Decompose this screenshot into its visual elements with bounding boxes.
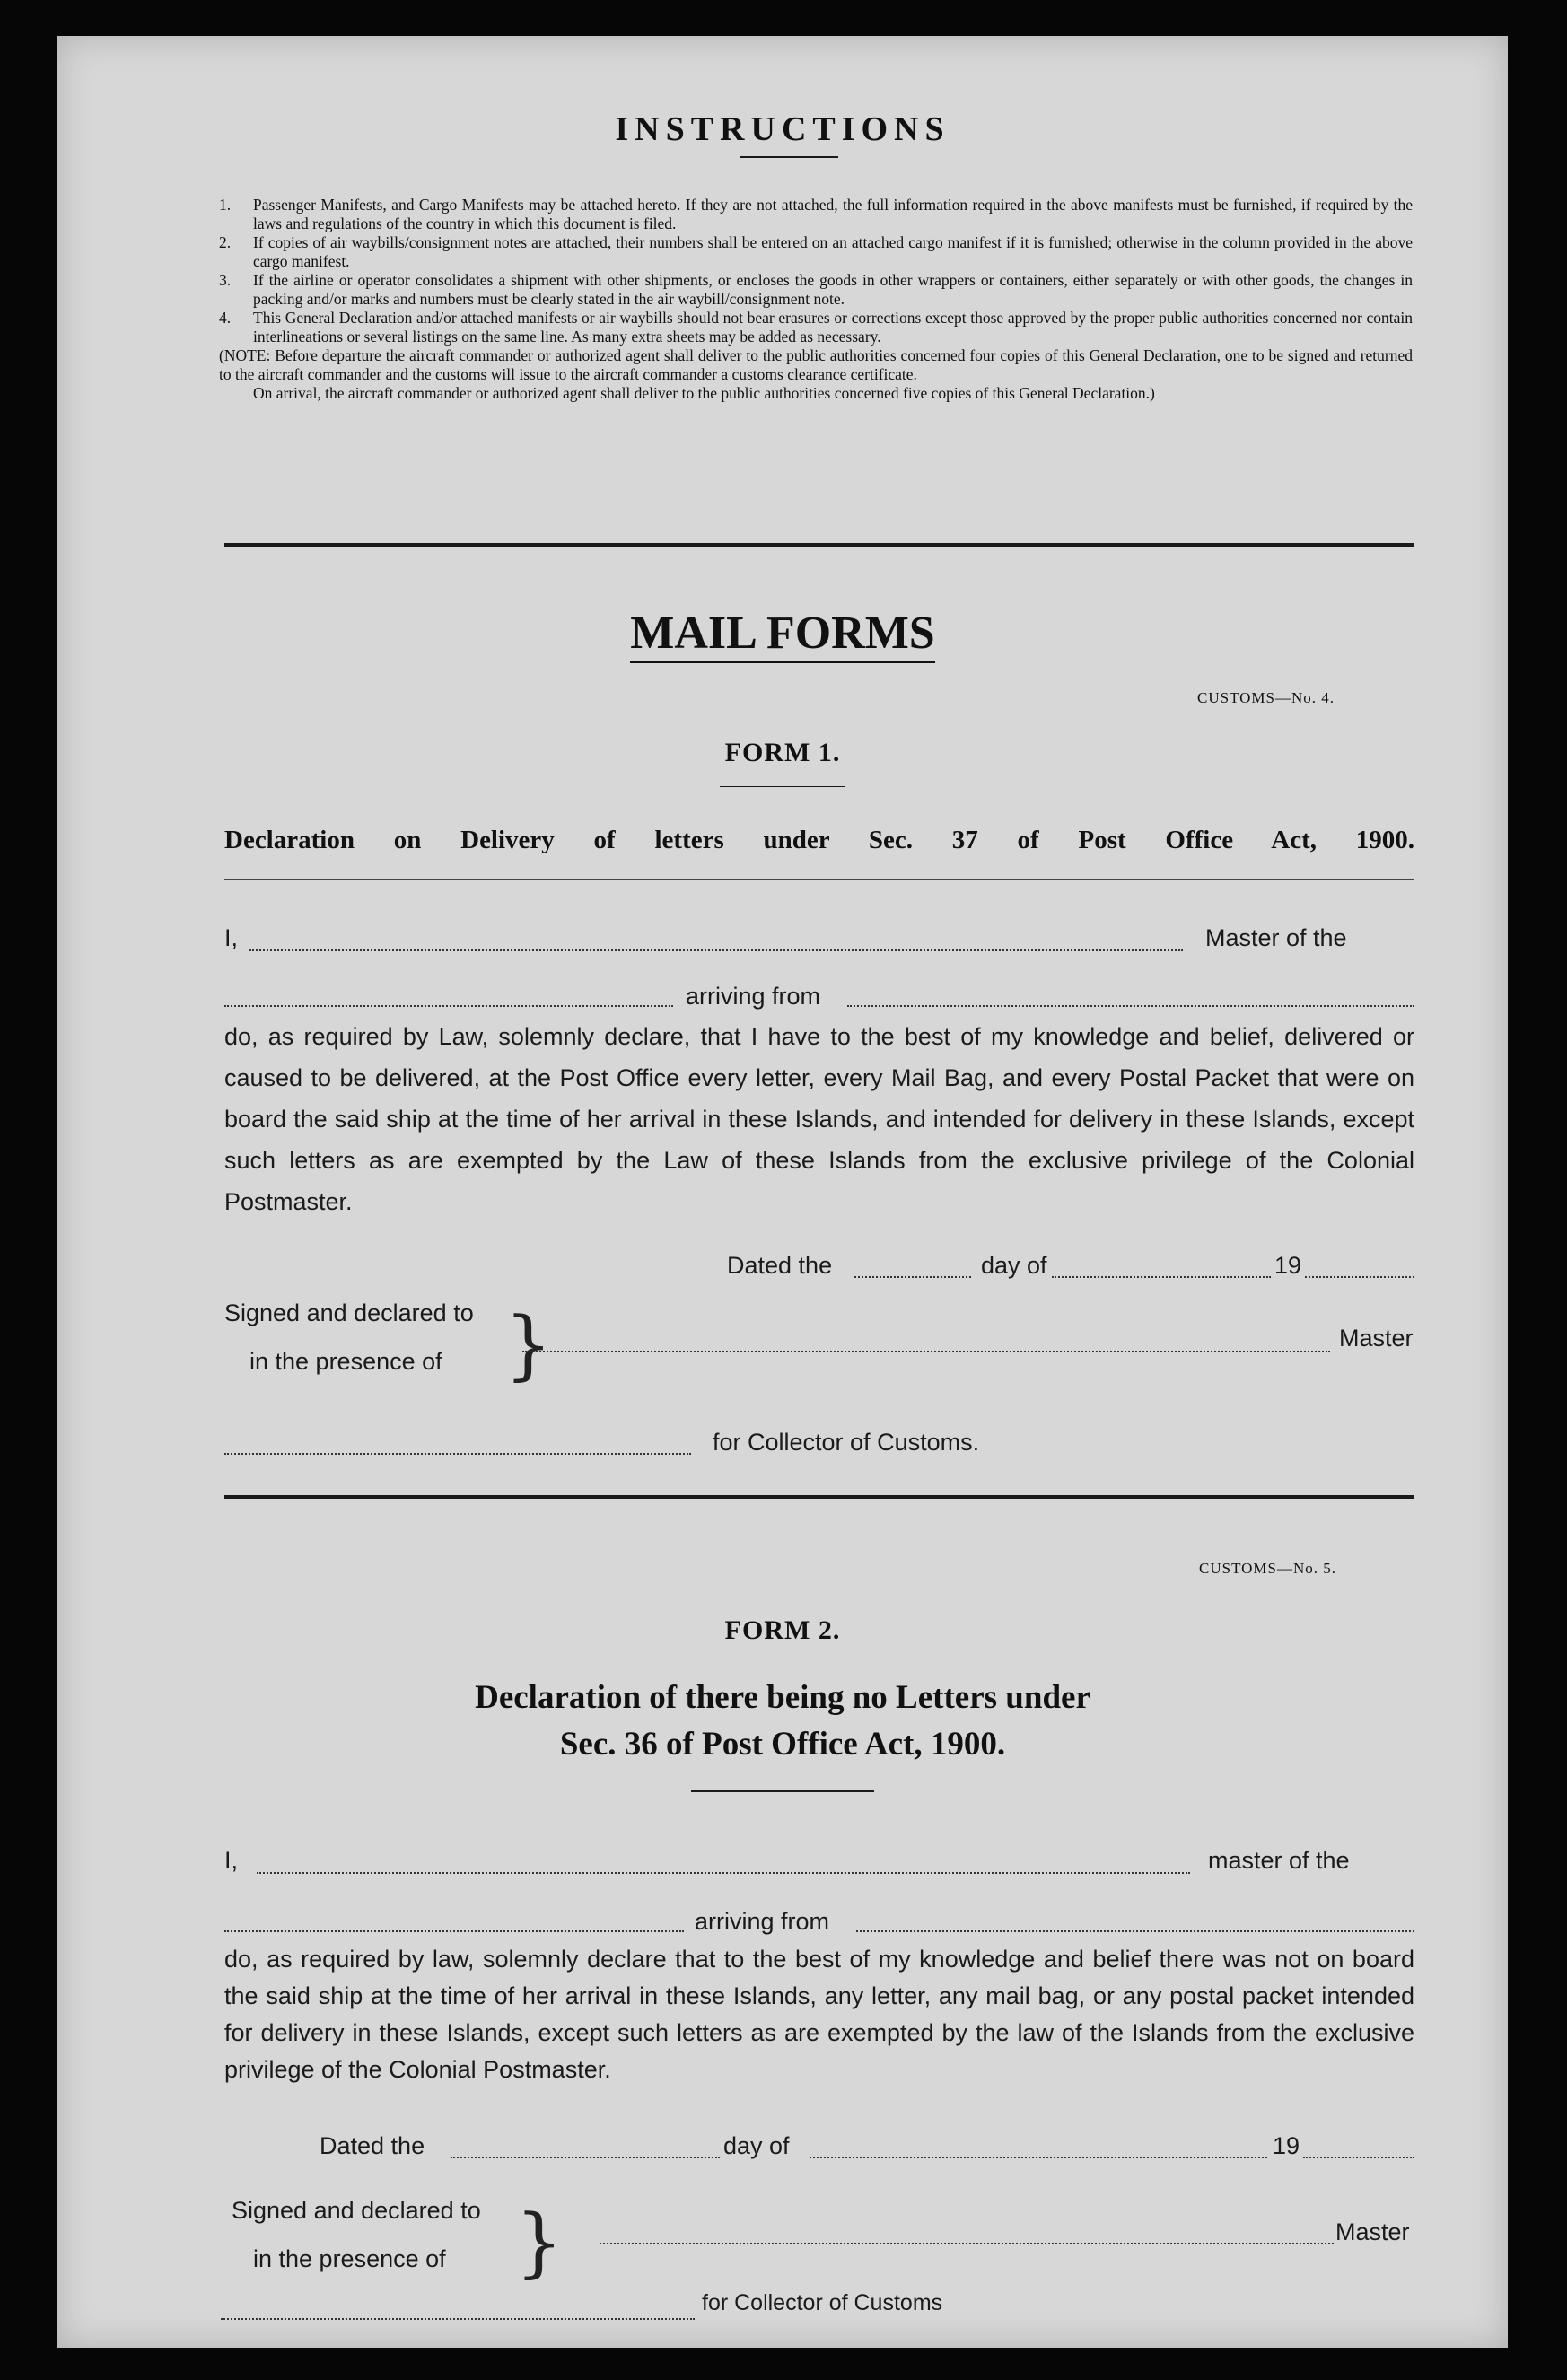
instruction-number: 1. bbox=[219, 196, 232, 214]
heading-underline bbox=[691, 1790, 874, 1792]
instruction-item bbox=[219, 233, 1413, 271]
presence-of-label: in the presence of bbox=[253, 2245, 446, 2272]
instruction-number: 4. bbox=[219, 309, 232, 327]
signed-declared-label: Signed and declared to bbox=[224, 1299, 474, 1326]
master-name-field[interactable] bbox=[257, 1872, 1190, 1874]
instruction-text: If the airline or operator consolidates a shipment with other shipments, or encloses the goods in other wrappers or containers, either separately or with other goods, the changes in packing and/or marks and numbers must be clearly stated in the air waybill/consignment note. bbox=[253, 271, 1413, 308]
section-divider bbox=[224, 543, 1414, 547]
ship-name-field[interactable] bbox=[224, 1005, 673, 1007]
presence-of-label: in the presence of bbox=[249, 1348, 442, 1375]
year-prefix: 19 bbox=[1274, 1252, 1302, 1279]
instructions-note-arrival: On arrival, the aircraft commander or authorized agent shall deliver to the public authorities concerned five copies of this General Declaration.) bbox=[253, 384, 1155, 402]
instruction-item bbox=[219, 271, 1413, 309]
brace-symbol: } bbox=[504, 1300, 553, 1388]
instruction-text: This General Declaration and/or attached manifests or air waybills should not bear erasures or corrections except those approved by the proper public authorities concerned nor contain interlineations or several listings on the same line. As many extra sheets may be added as necessary. bbox=[253, 309, 1413, 346]
date-day-field[interactable] bbox=[451, 2157, 720, 2158]
master-label: Master bbox=[1339, 1325, 1414, 1352]
collector-signature-field[interactable] bbox=[221, 2318, 695, 2320]
ship-name-field[interactable] bbox=[224, 1930, 684, 1932]
form2-heading: FORM 2. bbox=[724, 1615, 841, 1645]
i-label: I, bbox=[224, 924, 239, 951]
witness-signature-field[interactable] bbox=[600, 2243, 1334, 2244]
day-of-label: day of bbox=[981, 1252, 1047, 1279]
brace-symbol: } bbox=[515, 2198, 564, 2286]
form1-declaration: Declaration on Delivery of letters under Sec. 37 of Post Office Act, 1900. bbox=[224, 826, 1414, 854]
arriving-from-label: arriving from bbox=[695, 1908, 830, 1935]
signed-declared-label: Signed and declared to bbox=[232, 2197, 481, 2224]
instruction-text: Passenger Manifests, and Cargo Manifests may be attached hereto. If they are not attached, the full information required in the above manifests must be furnished, if required by the laws and regulations of the country in which this document is filed. bbox=[253, 196, 1413, 232]
dated-the-label: Dated the bbox=[727, 1252, 833, 1279]
day-of-label: day of bbox=[723, 2132, 790, 2159]
heading-underline bbox=[720, 786, 845, 787]
instruction-item bbox=[219, 196, 1413, 233]
instruction-number: 2. bbox=[219, 233, 232, 251]
form2-body-text: do, as required by law, solemnly declare that to the best of my knowledge and belief there was not on board the said ship at the time of her arrival in these Islands, any letter, any mail bag, or any postal packet intended for delivery in these Islands, except such letters as are exempted by the law of the Islands from the exclusive privilege of the Colonial Postmaster. bbox=[224, 1946, 1414, 2083]
for-collector-label: for Collector of Customs bbox=[702, 2290, 943, 2315]
section-divider bbox=[224, 1495, 1414, 1499]
arriving-from-field[interactable] bbox=[856, 1930, 1414, 1932]
mail-forms-title-text: MAIL FORMS bbox=[630, 608, 934, 663]
date-day-field[interactable] bbox=[854, 1276, 971, 1278]
master-of-the-label: Master of the bbox=[1205, 924, 1347, 951]
master-of-the-label: master of the bbox=[1208, 1847, 1350, 1874]
arriving-from-field[interactable] bbox=[847, 1005, 1414, 1007]
instructions-title: INSTRUCTIONS bbox=[615, 110, 950, 148]
date-month-field[interactable] bbox=[1052, 1276, 1271, 1278]
collector-signature-field[interactable] bbox=[224, 1453, 691, 1455]
dated-the-label: Dated the bbox=[320, 2132, 425, 2159]
witness-signature-field[interactable] bbox=[522, 1351, 1330, 1352]
form1-heading: FORM 1. bbox=[724, 738, 841, 767]
instruction-item bbox=[219, 309, 1413, 346]
instructions-list bbox=[219, 196, 1413, 403]
declaration-rule bbox=[224, 879, 1414, 880]
date-month-field[interactable] bbox=[810, 2157, 1267, 2158]
master-name-field[interactable] bbox=[249, 949, 1183, 951]
form2-declaration-line2: Sec. 36 of Post Office Act, 1900. bbox=[559, 1726, 1006, 1763]
date-year-field[interactable] bbox=[1305, 1276, 1414, 1278]
title-underline bbox=[740, 156, 838, 158]
customs-number: CUSTOMS—No. 5. bbox=[1199, 1560, 1337, 1577]
form1-body-text: do, as required by Law, solemnly declare, that I have to the best of my knowledge and belief, delivered or caused to be delivered, at the Post Office every letter, every Mail Bag, and every Postal Packet that were on board the said ship at the time of her arrival in these Islands, and intended for delivery in these Islands, except such letters as are exempted by the Law of these Islands from the exclusive privilege of the Colonial Postmaster. bbox=[224, 1023, 1414, 1215]
instructions-note: (NOTE: Before departure the aircraft commander or authorized agent shall deliver to the public authorities concerned four copies of this General Declaration, one to be signed and returned to the aircraft commander and the customs will issue to the aircraft commander a customs clearance certificate. bbox=[219, 346, 1413, 383]
year-prefix: 19 bbox=[1273, 2132, 1300, 2159]
instruction-text: If copies of air waybills/consignment notes are attached, their numbers shall be entered on an attached cargo manifest if it is furnished; otherwise in the column provided in the above cargo manifest. bbox=[253, 233, 1413, 270]
form2-declaration-line1: Declaration of there being no Letters under bbox=[475, 1679, 1090, 1716]
for-collector-label: for Collector of Customs. bbox=[713, 1429, 980, 1456]
arriving-from-label: arriving from bbox=[686, 983, 821, 1010]
i-label: I, bbox=[224, 1847, 239, 1874]
master-label: Master bbox=[1335, 2218, 1410, 2245]
mail-forms-title bbox=[57, 607, 1508, 660]
document-page bbox=[57, 36, 1508, 2348]
instruction-number: 3. bbox=[219, 271, 232, 289]
date-year-field[interactable] bbox=[1303, 2157, 1414, 2158]
customs-number: CUSTOMS—No. 4. bbox=[1197, 689, 1335, 706]
